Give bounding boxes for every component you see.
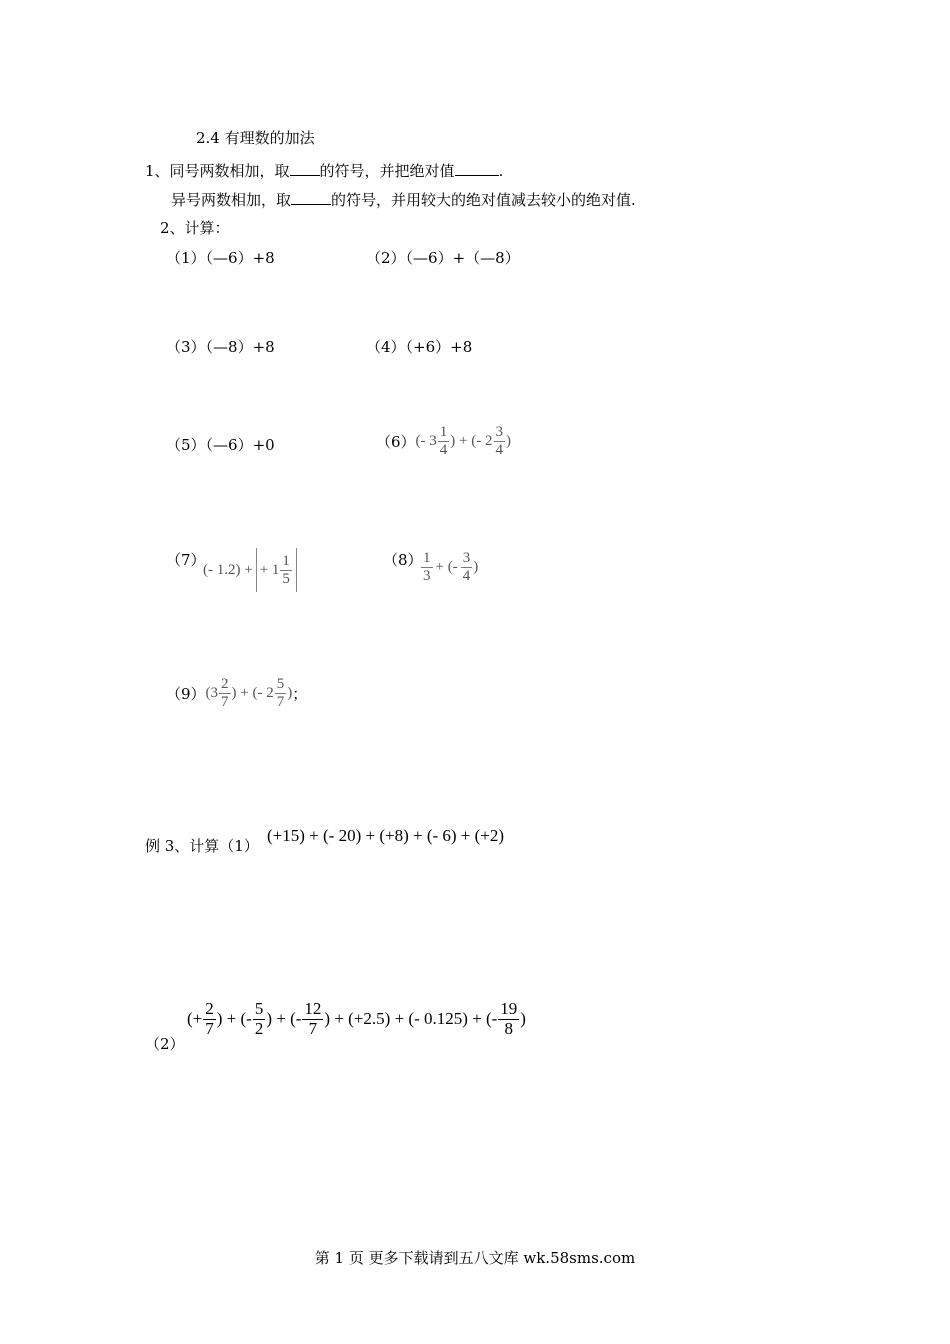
p6-fraction-2: $\frac{3}{4}$ [495, 424, 503, 458]
page-footer: 第 1 页 更多下载请到五八文库 wk.58sms.com [314, 1249, 636, 1267]
ex2-t1: (+ [187, 1009, 203, 1029]
problem-9 [166, 676, 307, 710]
example-3-label: 例 3、计算（1） [145, 837, 259, 855]
problem-7-label: （7） [166, 551, 206, 569]
p7-left-paren [256, 548, 257, 592]
p9-fraction-2: $\frac{5}{7}$ [276, 676, 285, 710]
p7-fraction: $\frac{1}{5}$ [282, 553, 290, 587]
problem-6-label: （6） [376, 432, 416, 451]
problem-6 [376, 424, 511, 458]
p7-part-b: + 1 [259, 561, 280, 578]
problem-5: （5）（—6）+0 [166, 436, 275, 454]
example-3-expression-2 [187, 1000, 526, 1038]
p6-open: (- 3 [415, 432, 437, 449]
example-3-2-label: （2） [145, 1035, 185, 1053]
example-3-expression-1: (+15) + (- 20) + (+8) + (- 6) + (+2) [267, 826, 505, 845]
problem-8-label: （8） [383, 551, 423, 569]
ex2-fraction-4: $\frac{19}{8}$ [500, 999, 518, 1038]
question-1-line-1 [145, 160, 503, 181]
p8-fraction-2: $\frac{3}{4}$ [462, 550, 471, 584]
ex2-fraction-1: $\frac{2}{7}$ [205, 999, 214, 1038]
page-title: 2.4 有理数的加法 [196, 129, 315, 147]
question-1-line-2 [171, 189, 636, 210]
p6-fraction-1: $\frac{1}{4}$ [439, 424, 448, 458]
p7-right-paren [296, 548, 297, 592]
answer-blank-2[interactable] [455, 161, 499, 176]
p8-close: ) [473, 558, 479, 575]
answer-blank-3[interactable] [291, 190, 331, 205]
ex2-t4: ) + (+2.5) + (- 0.125) + (- [324, 1009, 498, 1029]
p7-part-a: (- 1.2) + [203, 561, 253, 578]
problem-2: （2）（—6）+（—8） [366, 249, 520, 267]
p9-fraction-1: $\frac{2}{7}$ [221, 676, 229, 710]
p9-open: (3 [205, 684, 219, 701]
p9-mid: ) + (- 2 [231, 684, 274, 701]
ex2-fraction-2: $\frac{5}{2}$ [254, 999, 264, 1038]
p9-close: ) [287, 684, 293, 701]
q1-line1-text-b: 的符号，并把绝对值 [319, 162, 455, 180]
q1-line1-end: . [498, 162, 504, 180]
ex2-t3: ) + (- [266, 1009, 302, 1029]
problem-9-label: （9） [166, 684, 206, 703]
ex2-t2: ) + (- [216, 1009, 252, 1029]
problem-8-expression [420, 550, 478, 584]
problem-3: （3）（—8）+8 [166, 338, 275, 356]
p6-close: ) [506, 432, 511, 449]
p6-mid: ) + (- 2 [450, 432, 493, 449]
problem-7-expression [203, 548, 300, 592]
ex2-t5: ) [520, 1009, 526, 1029]
answer-blank-1[interactable] [290, 161, 320, 176]
p8-mid: + (- [435, 558, 458, 575]
ex2-fraction-3: $\frac{12}{7}$ [304, 999, 322, 1038]
q1-line1-text-a: 1、同号两数相加，取 [145, 162, 290, 180]
p9-end: ； [292, 684, 308, 703]
p8-fraction-1: $\frac{1}{3}$ [423, 550, 431, 584]
question-2-label: 2、计算： [160, 219, 230, 237]
problem-4: （4）（+6）+8 [366, 338, 473, 356]
problem-1: （1）（—6）+8 [166, 249, 275, 267]
q1-line2-text-b: 的符号，并用较大的绝对值减去较小的绝对值. [331, 191, 636, 209]
q1-line2-text-a: 异号两数相加，取 [171, 191, 292, 209]
